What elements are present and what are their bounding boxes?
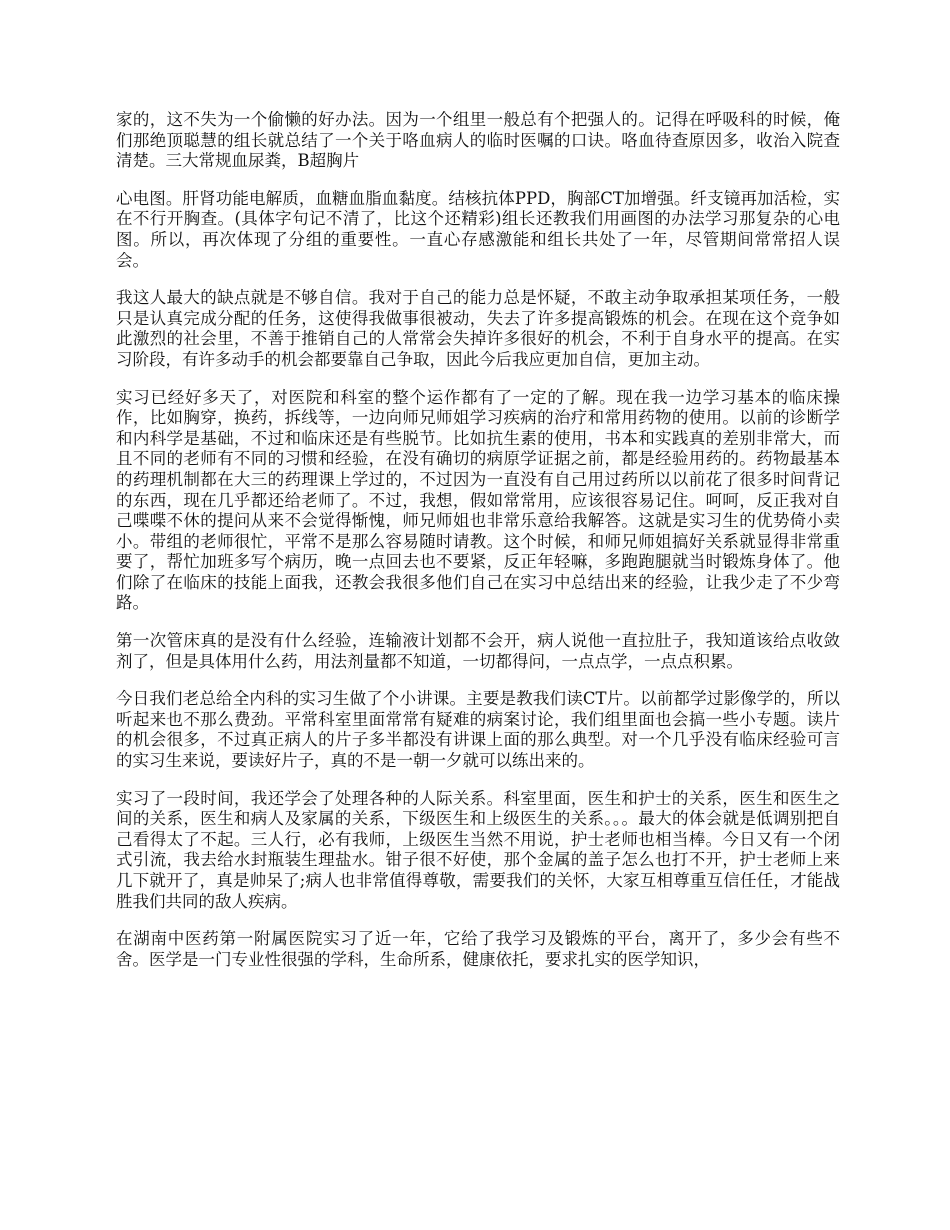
paragraph-5: 第一次管床真的是没有什么经验，连输液计划都不会开，病人说他一直拉肚子，我知道该给点收敛剂了，但是具体用什么药，用法剂量都不知道，一切都得问，一点点学，一点点积累。 bbox=[116, 631, 840, 671]
paragraph-2: 心电图。肝肾功能电解质，血糖血脂血黏度。结核抗体PPD，胸部CT加增强。纤支镜再加活检，实在不行开胸查。(具体字句记不清了，比这个还精彩)组长还教我们用画图的办法学习那复杂的心电图。所以，再次体现了分组的重要性。一直心存感激能和组长共处了一年，尽管期间常常招人误会。 bbox=[116, 188, 840, 270]
paragraph-6: 今日我们老总给全内科的实习生做了个小讲课。主要是教我们读CT片。以前都学过影像学的，所以听起来也不那么费劲。平常科室里面常常有疑难的病案讨论，我们组里面也会搞一些小专题。读片的机会很多，不过真正病人的片子多半都没有讲课上面的那么典型。对一个几乎没有临床经验可言的实习生来说，要读好片子，真的不是一朝一夕就可以练出来的。 bbox=[116, 689, 840, 771]
paragraph-3: 我这人最大的缺点就是不够自信。我对于自己的能力总是怀疑，不敢主动争取承担某项任务，一般只是认真完成分配的任务，这使得我做事很被动，失去了许多提高锻炼的机会。在现在这个竞争如此激烈的社会里，不善于推销自己的人常常会失掉许多很好的机会，不利于自身水平的提高。在实习阶段，有许多动手的机会都要靠自己争取，因此今后我应更加自信，更加主动。 bbox=[116, 288, 840, 369]
paragraph-7: 实习了一段时间，我还学会了处理各种的人际关系。科室里面，医生和护士的关系，医生和医生之间的关系，医生和病人及家属的关系，下级医生和上级医生的关系。。。最大的体会就是低调别把自己看得太了不起。三人行，必有我师，上级医生当然不用说，护士老师也相当棒。今日又有一个闭式引流，我去给水封瓶装生理盐水。钳子很不好使，那个金属的盖子怎么也打不开，护士老师上来几下就开了，真是帅呆了;病人也非常值得尊敬，需要我们的关怀，大家互相尊重互信任任，才能战胜我们共同的敌人疾病。 bbox=[116, 788, 840, 911]
document-body bbox=[116, 110, 840, 987]
paragraph-8: 在湖南中医药第一附属医院实习了近一年，它给了我学习及锻炼的平台，离开了，多少会有些不舍。医学是一门专业性很强的学科，生命所系，健康依托，要求扎实的医学知识， bbox=[116, 929, 840, 969]
paragraph-4: 实习已经好多天了，对医院和科室的整个运作都有了一定的了解。现在我一边学习基本的临床操作，比如胸穿，换药，拆线等，一边向师兄师姐学习疾病的治疗和常用药物的使用。以前的诊断学和内科学是基础，不过和临床还是有些脱节。比如抗生素的使用，书本和实践真的差别非常大，而且不同的老师有不同的习惯和经验，在没有确切的病原学证据之前，都是经验用药的。药物最基本的药理机制都在大三的药理课上学过的，不过因为一直没有自己用过药所以以前花了很多时间背记的东西，现在几乎都还给老师了。不过，我想，假如常常用，应该很容易记住。呵呵，反正我对自己喋喋不休的提问从来不会觉得惭愧，师兄师姐也非常乐意给我解答。这就是实习生的优势倚小卖小。带组的老师很忙，平常不是那么容易随时请教。这个时候，和师兄师姐搞好关系就显得非常重要了，帮忙加班多写个病历，晚一点回去也不要紧，反正年轻嘛，多跑跑腿就当时锻炼身体了。他们除了在临床的技能上面我，还教会我很多他们自己在实习中总结出来的经验，让我少走了不少弯路。 bbox=[116, 387, 840, 613]
paragraph-1: 家的，这不失为一个偷懒的好办法。因为一个组里一般总有个把强人的。记得在呼吸科的时候，俺们那绝顶聪慧的组长就总结了一个关于咯血病人的临时医嘱的口诀。咯血待查原因多，收治入院查清楚。三大常规血尿粪，B超胸片 bbox=[116, 110, 840, 171]
